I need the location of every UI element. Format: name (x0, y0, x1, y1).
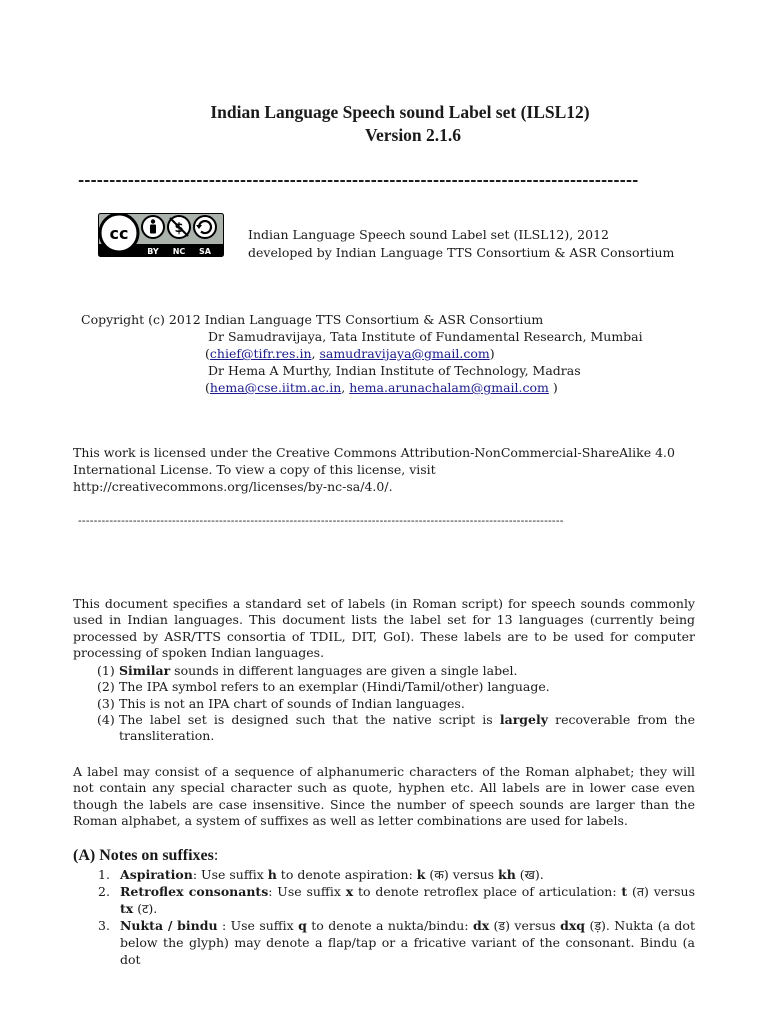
principles-list (97, 663, 695, 744)
list-item-number: (1) (97, 663, 115, 678)
document-title: Indian Language Speech sound Label set (ILSL12) (210, 102, 590, 122)
copyright-block (81, 311, 643, 396)
author2-email1-link[interactable]: hema@cse.iitm.ac.in (209, 380, 342, 395)
list-item: 3. Nukta / bindu : Use suffix q to denote a nukta/bindu: dx (ड) versus dxq (ड़). Nukta (a dot below the glyph) may denote a flap/tap or a fricative variant of the consonant. Bindu (a dot (98, 918, 695, 967)
list-item: (3) This is not an IPA chart of sounds of Indian languages. (97, 695, 465, 711)
emphasis: Similar (119, 663, 171, 678)
badge-caption (248, 226, 674, 262)
separator-line: ------------------------------------------------------------------------------------------ (78, 172, 639, 188)
svg-text:$: $ (174, 221, 184, 236)
list-item: (2) The IPA symbol refers to an exemplar (Hindi/Tamil/other) language. (97, 679, 550, 695)
author1-line: Dr Samudravijaya, Tata Institute of Fundamental Research, Mumbai (208, 329, 643, 344)
svg-text:cc: cc (109, 224, 129, 243)
suffix-notes-list (98, 866, 695, 968)
list-item-number: (3) (97, 695, 115, 711)
by-person-icon (142, 216, 164, 238)
author2-line: Dr Hema A Murthy, Indian Institute of Technology, Madras (208, 363, 581, 378)
list-item-number: (4) (97, 711, 115, 727)
sa-share-icon (194, 216, 216, 238)
list-item-number: (2) (97, 679, 115, 695)
badge-label-sa: SA (199, 247, 211, 256)
cc-license-badge[interactable] (98, 213, 224, 257)
list-item: (4) The label set is designed such that the native script is largely recoverable from the transliteration. (97, 711, 695, 744)
emphasis: largely (499, 711, 548, 727)
separator-line-small: ---------------------------------------------------------------------------------------------------------------------------- (78, 514, 564, 527)
section-heading: (A) Notes on suffixes: (73, 847, 219, 864)
author2-email2-link[interactable]: hema.arunachalam@gmail.com (349, 380, 549, 395)
list-item: (1) Similar sounds in different languages are given a single label. (97, 663, 518, 678)
author2-emails: (hema@cse.iitm.ac.in, hema.arunachalam@gmail.com ) (205, 380, 558, 395)
nc-dollar-icon (168, 216, 190, 238)
license-statement: This work is licensed under the Creative Commons Attribution-NonCommercial-ShareAlike 4.0 International License. To view a copy of this license, visit http://creativecommons.org/licenses/by-nc-sa/4.0/. (73, 445, 675, 494)
cc-icon (100, 214, 138, 252)
author1-email2-link[interactable]: samudravijaya@gmail.com (319, 346, 490, 361)
badge-caption-line2: developed by Indian Language TTS Consortium & ASR Consortium (248, 245, 675, 260)
badge-label-by: BY (147, 247, 159, 256)
list-item: 1. Aspiration: Use suffix h to denote aspiration: k (क) versus kh (ख). (98, 867, 544, 882)
label-paragraph: A label may consist of a sequence of alphanumeric characters of the Roman alphabet; they will not contain any special character such as quote, hyphen etc. All labels are in lower case even though the labels are case insensitive. Since the number of speech sounds are larger than the Roman alphabet, a system of suffixes as well as letter combinations are used for labels. (73, 764, 695, 828)
badge-label-nc: NC (172, 247, 186, 256)
document-version: Version 2.1.6 (364, 125, 462, 145)
author1-email1-link[interactable]: chief@tifr.res.in (209, 346, 312, 361)
copyright-line: Copyright (c) 2012 Indian Language TTS Consortium & ASR Consortium (81, 312, 544, 327)
author1-emails: (chief@tifr.res.in, samudravijaya@gmail.com) (205, 346, 495, 361)
intro-paragraph: This document specifies a standard set of labels (in Roman script) for speech sounds commonly used in Indian languages. This document lists the label set for 13 languages (currently being processed by ASR/TTS consortia of TDIL, DIT, GoI). These labels are to be used for computer processing of spoken Indian languages. (73, 596, 695, 660)
badge-caption-line1: Indian Language Speech sound Label set (ILSL12), 2012 (248, 227, 609, 242)
list-item: 2. Retroflex consonants: Use suffix x to denote retroflex place of articulation: t (त) versus tx (ट). (98, 884, 696, 916)
